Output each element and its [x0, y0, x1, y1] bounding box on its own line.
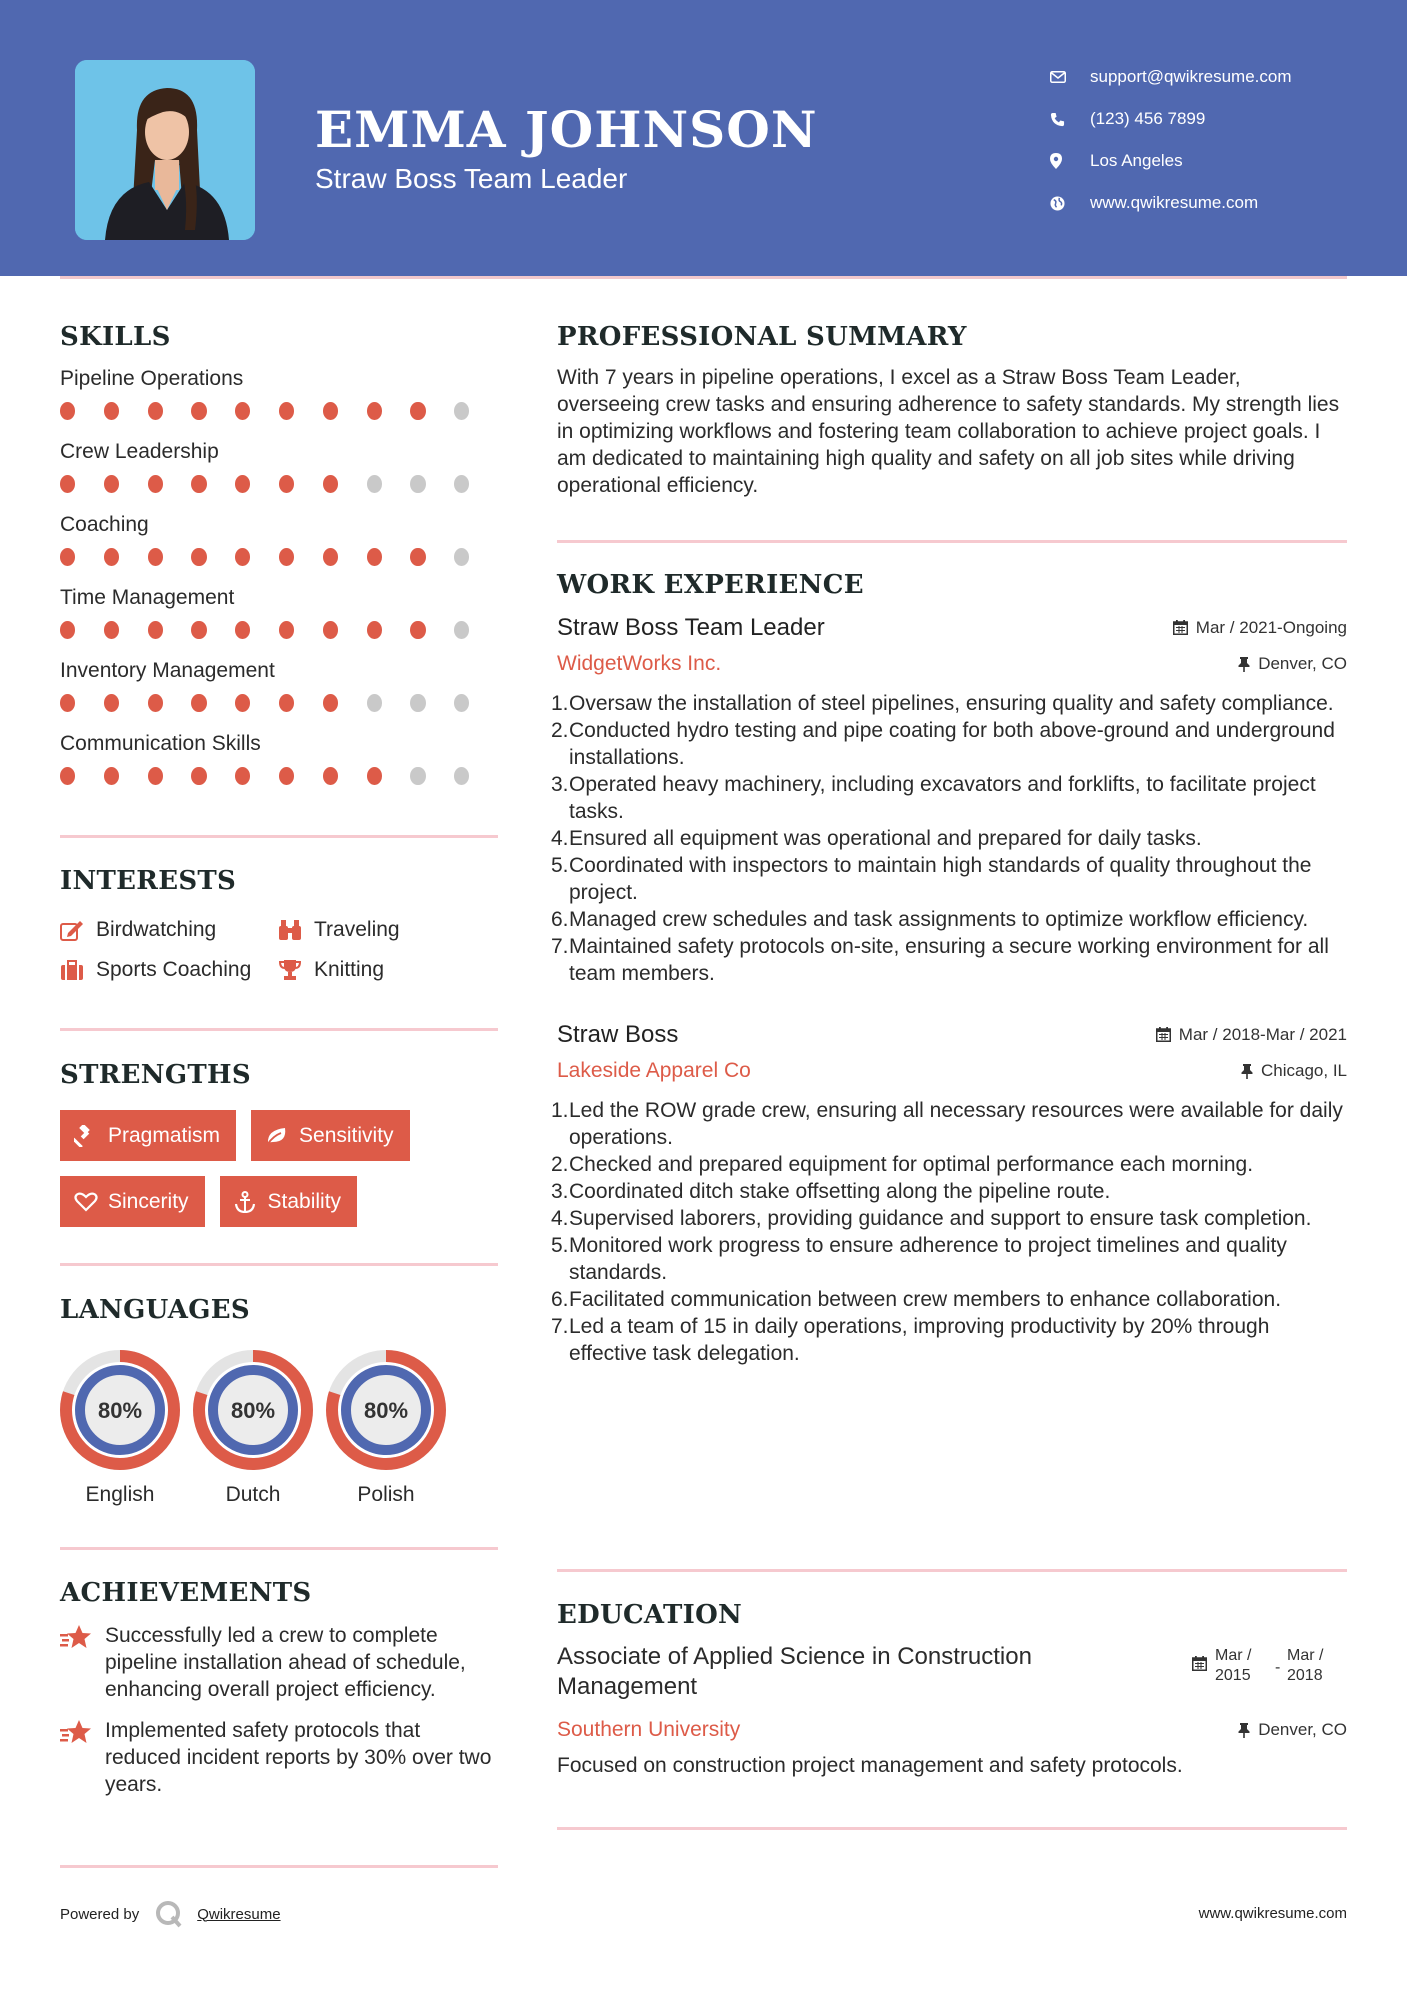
achievements-title: ACHIEVEMENTS [60, 1578, 312, 1608]
skill-item [60, 364, 498, 437]
rating-dot-filled [191, 548, 206, 566]
skill-name: Communication Skills [60, 732, 261, 755]
gavel-icon [74, 1125, 108, 1147]
rating-dot-filled [323, 475, 338, 493]
bullet-text: Checked and prepared equipment for optimal performance each morning. [569, 1153, 1254, 1176]
strength-tag [60, 1176, 205, 1227]
strengths-list [60, 1110, 498, 1227]
rating-dot-filled [323, 621, 338, 639]
rating-dot-filled [367, 402, 382, 420]
rating-dot-filled [148, 548, 163, 566]
skills-section [60, 322, 498, 802]
language-percent: 80% [363, 1398, 409, 1423]
rating-dot-filled [235, 621, 250, 639]
rating-dot-filled [191, 621, 206, 639]
binoculars-icon [278, 919, 314, 941]
languages-section [60, 1295, 498, 1507]
education-section [557, 1600, 1347, 1778]
contact-website[interactable] [1050, 182, 1292, 224]
skill-item [60, 583, 498, 656]
contact-location [1050, 140, 1292, 182]
rating-dot-filled [323, 548, 338, 566]
qwikresume-logo-icon [155, 1900, 183, 1928]
education-start: Mar / 2015 [1215, 1647, 1252, 1684]
skill-item [60, 437, 498, 510]
education-location [1238, 1720, 1347, 1740]
contact-location-text: Los Angeles [1090, 151, 1183, 170]
calendar-icon [1173, 620, 1188, 635]
school-name: Southern University [557, 1718, 741, 1741]
rating-dot-filled [191, 694, 206, 712]
skill-rating [60, 767, 498, 785]
bullet-item [551, 852, 1347, 906]
job-dates [1156, 1025, 1347, 1045]
bullet-item [551, 1286, 1347, 1313]
rating-dot-filled [367, 767, 382, 785]
summary-title: PROFESSIONAL SUMMARY [557, 322, 967, 352]
language-percent: 80% [230, 1398, 276, 1423]
bullet-item [551, 771, 1347, 825]
skill-item [60, 510, 498, 583]
strength-label: Stability [267, 1189, 342, 1213]
rating-dot-filled [279, 475, 294, 493]
languages-title: LANGUAGES [60, 1295, 250, 1325]
bullet-item [551, 933, 1347, 987]
calendar-icon [1192, 1656, 1207, 1671]
footer-website[interactable]: www.qwikresume.com [1198, 1905, 1347, 1922]
skill-rating [60, 402, 498, 420]
skill-name: Coaching [60, 513, 149, 536]
briefcase-icon [60, 959, 96, 981]
language-percent: 80% [97, 1398, 143, 1423]
pushpin-icon [1241, 1064, 1253, 1079]
job-location-text: Chicago, IL [1261, 1061, 1347, 1080]
star-icon [60, 1717, 105, 1798]
trophy-icon [278, 959, 314, 981]
language-item [180, 1349, 326, 1507]
bullet-text: Facilitated communication between crew members to enhance collaboration. [569, 1288, 1282, 1311]
bullet-text: Oversaw the installation of steel pipelines, ensuring quality and safety compliance. [569, 692, 1334, 715]
bullet-number: 4. [551, 1207, 569, 1230]
phone-icon [1050, 112, 1086, 127]
skill-name: Pipeline Operations [60, 367, 244, 390]
interest-item [278, 918, 498, 942]
experience-section [551, 570, 1347, 1367]
achievement-text: Implemented safety protocols that reduced incident reports by 30% over two years. [105, 1719, 492, 1796]
rating-dot-filled [323, 402, 338, 420]
strength-tag [60, 1110, 236, 1161]
bullet-number: 3. [551, 1180, 569, 1203]
job-dates-text: Mar / 2021-Ongoing [1195, 617, 1347, 637]
company-name: WidgetWorks Inc. [557, 652, 722, 675]
pushpin-icon [1238, 1723, 1250, 1738]
map-pin-icon [1050, 153, 1086, 169]
bullet-item [551, 717, 1347, 771]
education-title: EDUCATION [557, 1600, 743, 1630]
pushpin-icon [1238, 657, 1250, 672]
skill-rating [60, 475, 498, 493]
bullet-number: 6. [551, 908, 569, 931]
section-divider [60, 1547, 498, 1550]
education-dates [1192, 1646, 1347, 1702]
skill-rating [60, 694, 498, 712]
bullet-text: Operated heavy machinery, including excavators and forklifts, to facilitate project tasks. [569, 773, 1316, 823]
interests-list [60, 918, 498, 982]
bullet-number: 1. [551, 692, 569, 715]
strength-label: Pragmatism [108, 1123, 221, 1147]
rating-dot-empty [454, 767, 469, 785]
rating-dot-filled [367, 621, 382, 639]
bullet-text: Monitored work progress to ensure adherence to project timelines and quality standards. [569, 1234, 1287, 1284]
rating-dot-empty [454, 548, 469, 566]
language-name: Polish [357, 1483, 415, 1506]
rating-dot-filled [104, 402, 119, 420]
strength-tag [220, 1176, 358, 1227]
summary-section [557, 322, 1347, 499]
rating-dot-filled [60, 402, 75, 420]
date-separator: - [1275, 1659, 1281, 1676]
rating-dot-empty [454, 475, 469, 493]
rating-dot-filled [104, 548, 119, 566]
bullet-text: Maintained safety protocols on-site, ensuring a secure working environment for all team members. [569, 935, 1329, 985]
rating-dot-filled [104, 694, 119, 712]
resume-header [0, 0, 1407, 276]
skill-rating [60, 621, 498, 639]
rating-dot-empty [410, 767, 425, 785]
anchor-icon [234, 1191, 268, 1213]
bullet-item [551, 1313, 1347, 1367]
skills-list [60, 364, 498, 802]
section-divider [60, 1028, 498, 1031]
bullet-text: Supervised laborers, providing guidance and support to ensure task completion. [569, 1207, 1312, 1230]
section-divider [557, 1569, 1347, 1572]
rating-dot-filled [410, 621, 425, 639]
bullet-item [551, 1097, 1347, 1151]
bullet-number: 2. [551, 719, 569, 742]
section-divider [60, 835, 498, 838]
section-divider [557, 1827, 1347, 1830]
rating-dot-empty [367, 475, 382, 493]
job-location-text: Denver, CO [1258, 654, 1347, 673]
rating-dot-filled [60, 767, 75, 785]
section-divider [60, 1865, 498, 1868]
skill-name: Inventory Management [60, 659, 275, 682]
rating-dot-filled [279, 767, 294, 785]
bullet-number: 2. [551, 1153, 569, 1176]
header-divider [60, 276, 1347, 279]
rating-dot-empty [410, 475, 425, 493]
education-end: Mar / 2018 [1287, 1647, 1324, 1684]
bullet-text: Conducted hydro testing and pipe coating for both above-ground and underground installations. [569, 719, 1335, 769]
interest-item [60, 958, 278, 982]
rating-dot-filled [104, 767, 119, 785]
qwikresume-link[interactable]: Qwikresume [197, 1905, 281, 1923]
strength-label: Sincerity [108, 1189, 189, 1213]
rating-dot-filled [191, 402, 206, 420]
skill-name: Time Management [60, 586, 235, 609]
footer-branding [60, 1900, 281, 1928]
bullet-item [551, 1232, 1347, 1286]
bullet-text: Coordinated ditch stake offsetting along the pipeline route. [569, 1180, 1111, 1203]
rating-dot-filled [148, 767, 163, 785]
rating-dot-filled [410, 402, 425, 420]
interest-label: Traveling [314, 918, 400, 941]
interest-item [60, 918, 278, 942]
profile-photo [75, 60, 255, 240]
job-title: Straw Boss Team Leader [557, 614, 825, 641]
contact-email-text: support@qwikresume.com [1090, 67, 1292, 86]
candidate-name: EMMA JOHNSON [315, 100, 818, 159]
bullet-text: Led a team of 15 in daily operations, improving productivity by 20% through effective task delegation. [569, 1315, 1270, 1365]
rating-dot-filled [279, 548, 294, 566]
strength-label: Sensitivity [299, 1123, 394, 1147]
bullet-text: Coordinated with inspectors to maintain high standards of quality throughout the project. [569, 854, 1312, 904]
contact-phone-text: (123) 456 7899 [1090, 109, 1206, 128]
skill-rating [60, 548, 498, 566]
rating-dot-filled [104, 475, 119, 493]
experience-title: WORK EXPERIENCE [557, 570, 864, 600]
rating-dot-filled [60, 475, 75, 493]
language-name: Dutch [225, 1483, 281, 1506]
achievements-section [60, 1578, 498, 1798]
pencil-square-icon [60, 919, 96, 941]
bullet-text: Managed crew schedules and task assignments to optimize workflow efficiency. [569, 908, 1309, 931]
contact-website-text: www.qwikresume.com [1090, 193, 1259, 212]
rating-dot-empty [454, 694, 469, 712]
bullet-item [551, 906, 1347, 933]
job-entry [551, 614, 1347, 987]
bullet-number: 7. [551, 1315, 569, 1338]
interest-label: Sports Coaching [96, 958, 252, 981]
degree-title: Associate of Applied Science in Construction Management [557, 1643, 1032, 1700]
bullet-item [551, 825, 1347, 852]
interest-item [278, 958, 498, 982]
bullet-number: 4. [551, 827, 569, 850]
rating-dot-filled [323, 767, 338, 785]
company-name: Lakeside Apparel Co [557, 1059, 751, 1082]
rating-dot-empty [367, 694, 382, 712]
rating-dot-filled [191, 475, 206, 493]
rating-dot-filled [323, 694, 338, 712]
bullet-number: 6. [551, 1288, 569, 1311]
achievement-text: Successfully led a crew to complete pipeline installation ahead of schedule, enhancing overall project efficiency. [105, 1624, 466, 1701]
languages-list [60, 1349, 498, 1507]
bullet-number: 3. [551, 773, 569, 796]
rating-dot-filled [148, 475, 163, 493]
strengths-title: STRENGTHS [60, 1060, 251, 1090]
language-item [313, 1349, 459, 1507]
job-dates [1173, 618, 1347, 638]
interest-label: Birdwatching [96, 918, 217, 941]
rating-dot-empty [454, 621, 469, 639]
bullet-number: 7. [551, 935, 569, 958]
bullet-number: 5. [551, 1234, 569, 1257]
rating-dot-filled [191, 767, 206, 785]
interest-label: Knitting [314, 958, 385, 981]
achievement-item [60, 1717, 498, 1798]
skill-item [60, 729, 498, 802]
skills-title: SKILLS [60, 322, 171, 352]
language-ring [59, 1349, 181, 1471]
interests-title: INTERESTS [60, 866, 237, 896]
rating-dot-filled [279, 402, 294, 420]
rating-dot-empty [410, 694, 425, 712]
rating-dot-filled [235, 548, 250, 566]
rating-dot-filled [235, 402, 250, 420]
rating-dot-filled [148, 694, 163, 712]
rating-dot-filled [235, 475, 250, 493]
bullet-text: Led the ROW grade crew, ensuring all necessary resources were available for daily operations. [569, 1099, 1343, 1149]
heart-icon [74, 1192, 108, 1212]
bullet-item [551, 690, 1347, 717]
globe-icon [1050, 196, 1086, 211]
education-description: Focused on construction project management and safety protocols. [557, 1754, 1183, 1777]
strengths-section [60, 1060, 498, 1242]
achievement-item [60, 1622, 498, 1703]
calendar-icon [1156, 1027, 1171, 1042]
bullet-number: 5. [551, 854, 569, 877]
powered-by-label: Powered by [60, 1905, 140, 1923]
language-name: English [85, 1483, 155, 1506]
rating-dot-filled [235, 767, 250, 785]
contact-phone[interactable] [1050, 98, 1292, 140]
bullet-item [551, 1178, 1347, 1205]
rating-dot-empty [454, 402, 469, 420]
language-ring [192, 1349, 314, 1471]
skill-name: Crew Leadership [60, 440, 219, 463]
job-location [1241, 1061, 1347, 1081]
job-bullets [551, 690, 1347, 987]
bullet-item [551, 1151, 1347, 1178]
bullet-item [551, 1205, 1347, 1232]
rating-dot-filled [235, 694, 250, 712]
rating-dot-filled [148, 621, 163, 639]
leaf-icon [265, 1126, 299, 1146]
candidate-title: Straw Boss Team Leader [315, 163, 628, 194]
bullet-text: Ensured all equipment was operational and prepared for daily tasks. [569, 827, 1202, 850]
rating-dot-filled [104, 621, 119, 639]
education-location-text: Denver, CO [1258, 1720, 1347, 1739]
bullet-number: 1. [551, 1099, 569, 1122]
star-icon [60, 1622, 105, 1703]
rating-dot-filled [367, 548, 382, 566]
summary-text: With 7 years in pipeline operations, I excel as a Straw Boss Team Leader, overseeing crew tasks and ensuring adherence to safety standards. My strength lies in optimizing workflows and fostering team collaboration to achieve project goals. I am dedicated to maintaining high quality and safety on all job sites while driving operational efficiency. [557, 366, 1340, 497]
job-title: Straw Boss [557, 1021, 679, 1048]
strength-tag [251, 1110, 410, 1161]
language-item [47, 1349, 193, 1507]
section-divider [60, 1263, 498, 1266]
rating-dot-filled [60, 621, 75, 639]
rating-dot-filled [60, 548, 75, 566]
interests-section [60, 866, 498, 982]
rating-dot-filled [60, 694, 75, 712]
contact-email[interactable] [1050, 56, 1292, 98]
job-location [1238, 654, 1347, 674]
section-divider [557, 540, 1347, 543]
rating-dot-filled [410, 548, 425, 566]
skill-item [60, 656, 498, 729]
job-entry [551, 1021, 1347, 1367]
contact-list [1050, 56, 1292, 224]
job-dates-text: Mar / 2018-Mar / 2021 [1178, 1024, 1347, 1044]
rating-dot-filled [279, 621, 294, 639]
envelope-icon [1050, 71, 1086, 83]
language-ring [325, 1349, 447, 1471]
rating-dot-filled [279, 694, 294, 712]
rating-dot-filled [148, 402, 163, 420]
job-bullets [551, 1097, 1347, 1367]
